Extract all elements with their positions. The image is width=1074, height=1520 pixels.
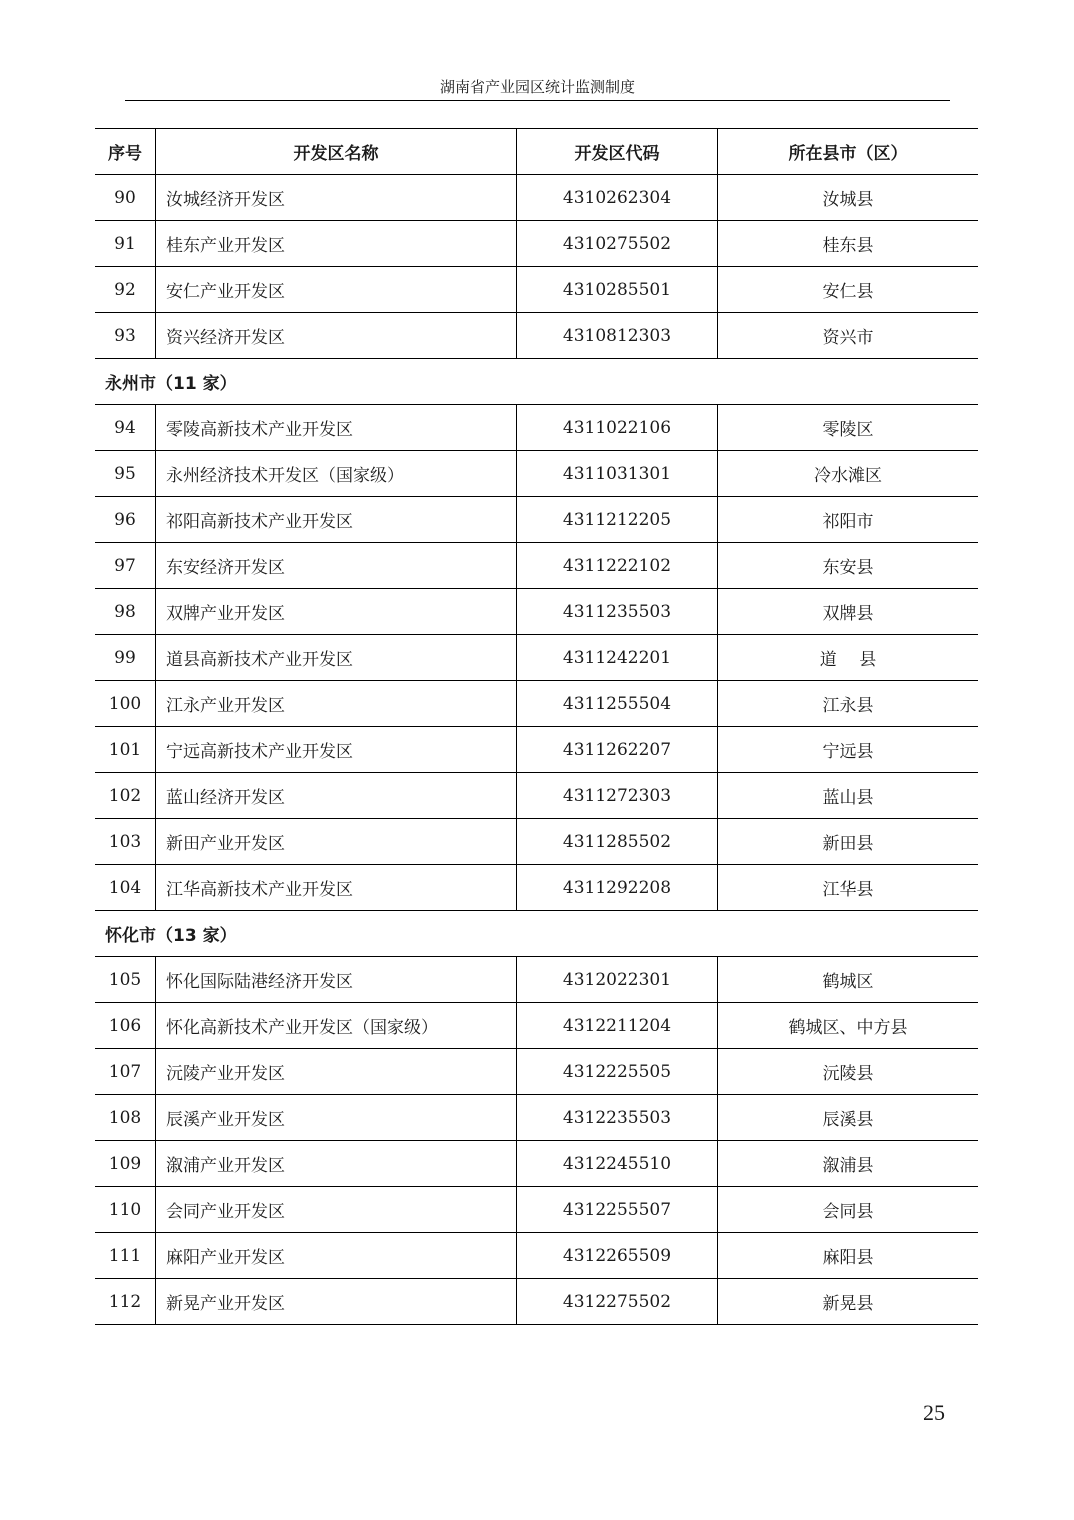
table-row — [95, 819, 978, 865]
zone-code: 4311272303 — [517, 773, 718, 819]
row-number: 95 — [95, 451, 156, 497]
county-name: 溆浦县 — [718, 1141, 979, 1187]
zone-name: 会同产业开发区 — [156, 1187, 517, 1233]
county-name: 新晃县 — [718, 1279, 979, 1325]
county-name: 辰溪县 — [718, 1095, 979, 1141]
zone-code: 4312225505 — [517, 1049, 718, 1095]
table-row — [95, 589, 978, 635]
table-row — [95, 175, 978, 221]
zone-code: 4312022301 — [517, 957, 718, 1003]
table-row — [95, 221, 978, 267]
county-name: 新田县 — [718, 819, 979, 865]
county-name: 零陵区 — [718, 405, 979, 451]
row-number: 107 — [95, 1049, 156, 1095]
zone-name: 怀化高新技术产业开发区（国家级） — [156, 1003, 517, 1049]
zone-name: 江永产业开发区 — [156, 681, 517, 727]
county-name: 桂东县 — [718, 221, 979, 267]
row-number: 99 — [95, 635, 156, 681]
county-name: 冷水滩区 — [718, 451, 979, 497]
table-body — [95, 175, 978, 1325]
zone-code: 4311212205 — [517, 497, 718, 543]
table-row — [95, 1049, 978, 1095]
zone-code: 4310275502 — [517, 221, 718, 267]
table-row — [95, 313, 978, 359]
development-zone-table — [95, 128, 978, 1325]
county-name: 蓝山县 — [718, 773, 979, 819]
zone-code: 4312265509 — [517, 1233, 718, 1279]
column-header-number: 序号 — [95, 129, 156, 175]
zone-name: 零陵高新技术产业开发区 — [156, 405, 517, 451]
zone-name: 安仁产业开发区 — [156, 267, 517, 313]
zone-name: 怀化国际陆港经济开发区 — [156, 957, 517, 1003]
table-row — [95, 1095, 978, 1141]
county-name: 江永县 — [718, 681, 979, 727]
row-number: 90 — [95, 175, 156, 221]
zone-code: 4311022106 — [517, 405, 718, 451]
table-row — [95, 405, 978, 451]
row-number: 92 — [95, 267, 156, 313]
row-number: 108 — [95, 1095, 156, 1141]
county-name: 会同县 — [718, 1187, 979, 1233]
zone-code: 4312255507 — [517, 1187, 718, 1233]
county-name: 鹤城区、中方县 — [718, 1003, 979, 1049]
zone-name: 辰溪产业开发区 — [156, 1095, 517, 1141]
row-number: 106 — [95, 1003, 156, 1049]
county-name: 安仁县 — [718, 267, 979, 313]
zone-code: 4310262304 — [517, 175, 718, 221]
table-row — [95, 865, 978, 911]
county-name: 东安县 — [718, 543, 979, 589]
row-number: 97 — [95, 543, 156, 589]
page-number: 25 — [923, 1400, 945, 1425]
table-row — [95, 1003, 978, 1049]
zone-name: 祁阳高新技术产业开发区 — [156, 497, 517, 543]
county-name: 江华县 — [718, 865, 979, 911]
zone-name: 汝城经济开发区 — [156, 175, 517, 221]
table-row — [95, 1279, 978, 1325]
table-row — [95, 1187, 978, 1233]
zone-code: 4312211204 — [517, 1003, 718, 1049]
table-header-row — [95, 129, 978, 175]
county-name: 麻阳县 — [718, 1233, 979, 1279]
county-name: 道 县 — [718, 635, 979, 681]
zone-code: 4312275502 — [517, 1279, 718, 1325]
county-name: 沅陵县 — [718, 1049, 979, 1095]
zone-code: 4310285501 — [517, 267, 718, 313]
column-header-zone-code: 开发区代码 — [517, 129, 718, 175]
table-row — [95, 543, 978, 589]
table-row — [95, 681, 978, 727]
group-heading-huaihua: 怀化市（13 家） — [95, 911, 978, 957]
zone-name: 新晃产业开发区 — [156, 1279, 517, 1325]
table-row — [95, 635, 978, 681]
county-name: 祁阳市 — [718, 497, 979, 543]
zone-name: 桂东产业开发区 — [156, 221, 517, 267]
zone-name: 永州经济技术开发区（国家级） — [156, 451, 517, 497]
row-number: 111 — [95, 1233, 156, 1279]
row-number: 105 — [95, 957, 156, 1003]
row-number: 91 — [95, 221, 156, 267]
zone-code: 4311222102 — [517, 543, 718, 589]
table-row — [95, 957, 978, 1003]
zone-code: 4311031301 — [517, 451, 718, 497]
group-heading-yongzhou: 永州市（11 家） — [95, 359, 978, 405]
row-number: 101 — [95, 727, 156, 773]
column-header-zone-name: 开发区名称 — [156, 129, 517, 175]
zone-code: 4310812303 — [517, 313, 718, 359]
table-row — [95, 1233, 978, 1279]
zone-code: 4311262207 — [517, 727, 718, 773]
row-number: 96 — [95, 497, 156, 543]
table-row — [95, 451, 978, 497]
table-row — [95, 727, 978, 773]
row-number: 104 — [95, 865, 156, 911]
county-name: 鹤城区 — [718, 957, 979, 1003]
zone-name: 双牌产业开发区 — [156, 589, 517, 635]
county-name: 双牌县 — [718, 589, 979, 635]
row-number: 98 — [95, 589, 156, 635]
row-number: 103 — [95, 819, 156, 865]
zone-code: 4312235503 — [517, 1095, 718, 1141]
zone-name: 蓝山经济开发区 — [156, 773, 517, 819]
row-number: 102 — [95, 773, 156, 819]
zone-name: 东安经济开发区 — [156, 543, 517, 589]
zone-name: 道县高新技术产业开发区 — [156, 635, 517, 681]
row-number: 112 — [95, 1279, 156, 1325]
table-row — [95, 1141, 978, 1187]
zone-code: 4311235503 — [517, 589, 718, 635]
zone-code: 4311242201 — [517, 635, 718, 681]
group-heading-yongzhou-row — [95, 359, 978, 405]
zone-code: 4311255504 — [517, 681, 718, 727]
row-number: 94 — [95, 405, 156, 451]
county-name: 汝城县 — [718, 175, 979, 221]
column-header-county: 所在县市（区） — [718, 129, 979, 175]
row-number: 110 — [95, 1187, 156, 1233]
table-row — [95, 497, 978, 543]
row-number: 109 — [95, 1141, 156, 1187]
zone-name: 江华高新技术产业开发区 — [156, 865, 517, 911]
zone-name: 资兴经济开发区 — [156, 313, 517, 359]
group-heading-huaihua-row — [95, 911, 978, 957]
zone-code: 4311285502 — [517, 819, 718, 865]
zone-name: 宁远高新技术产业开发区 — [156, 727, 517, 773]
zone-code: 4312245510 — [517, 1141, 718, 1187]
zone-name: 沅陵产业开发区 — [156, 1049, 517, 1095]
table-row — [95, 267, 978, 313]
zone-name: 新田产业开发区 — [156, 819, 517, 865]
table-row — [95, 773, 978, 819]
row-number: 93 — [95, 313, 156, 359]
zone-code: 4311292208 — [517, 865, 718, 911]
zone-name: 溆浦产业开发区 — [156, 1141, 517, 1187]
county-name: 资兴市 — [718, 313, 979, 359]
row-number: 100 — [95, 681, 156, 727]
running-header: 湖南省产业园区统计监测制度 — [125, 74, 950, 101]
zone-name: 麻阳产业开发区 — [156, 1233, 517, 1279]
county-name: 宁远县 — [718, 727, 979, 773]
